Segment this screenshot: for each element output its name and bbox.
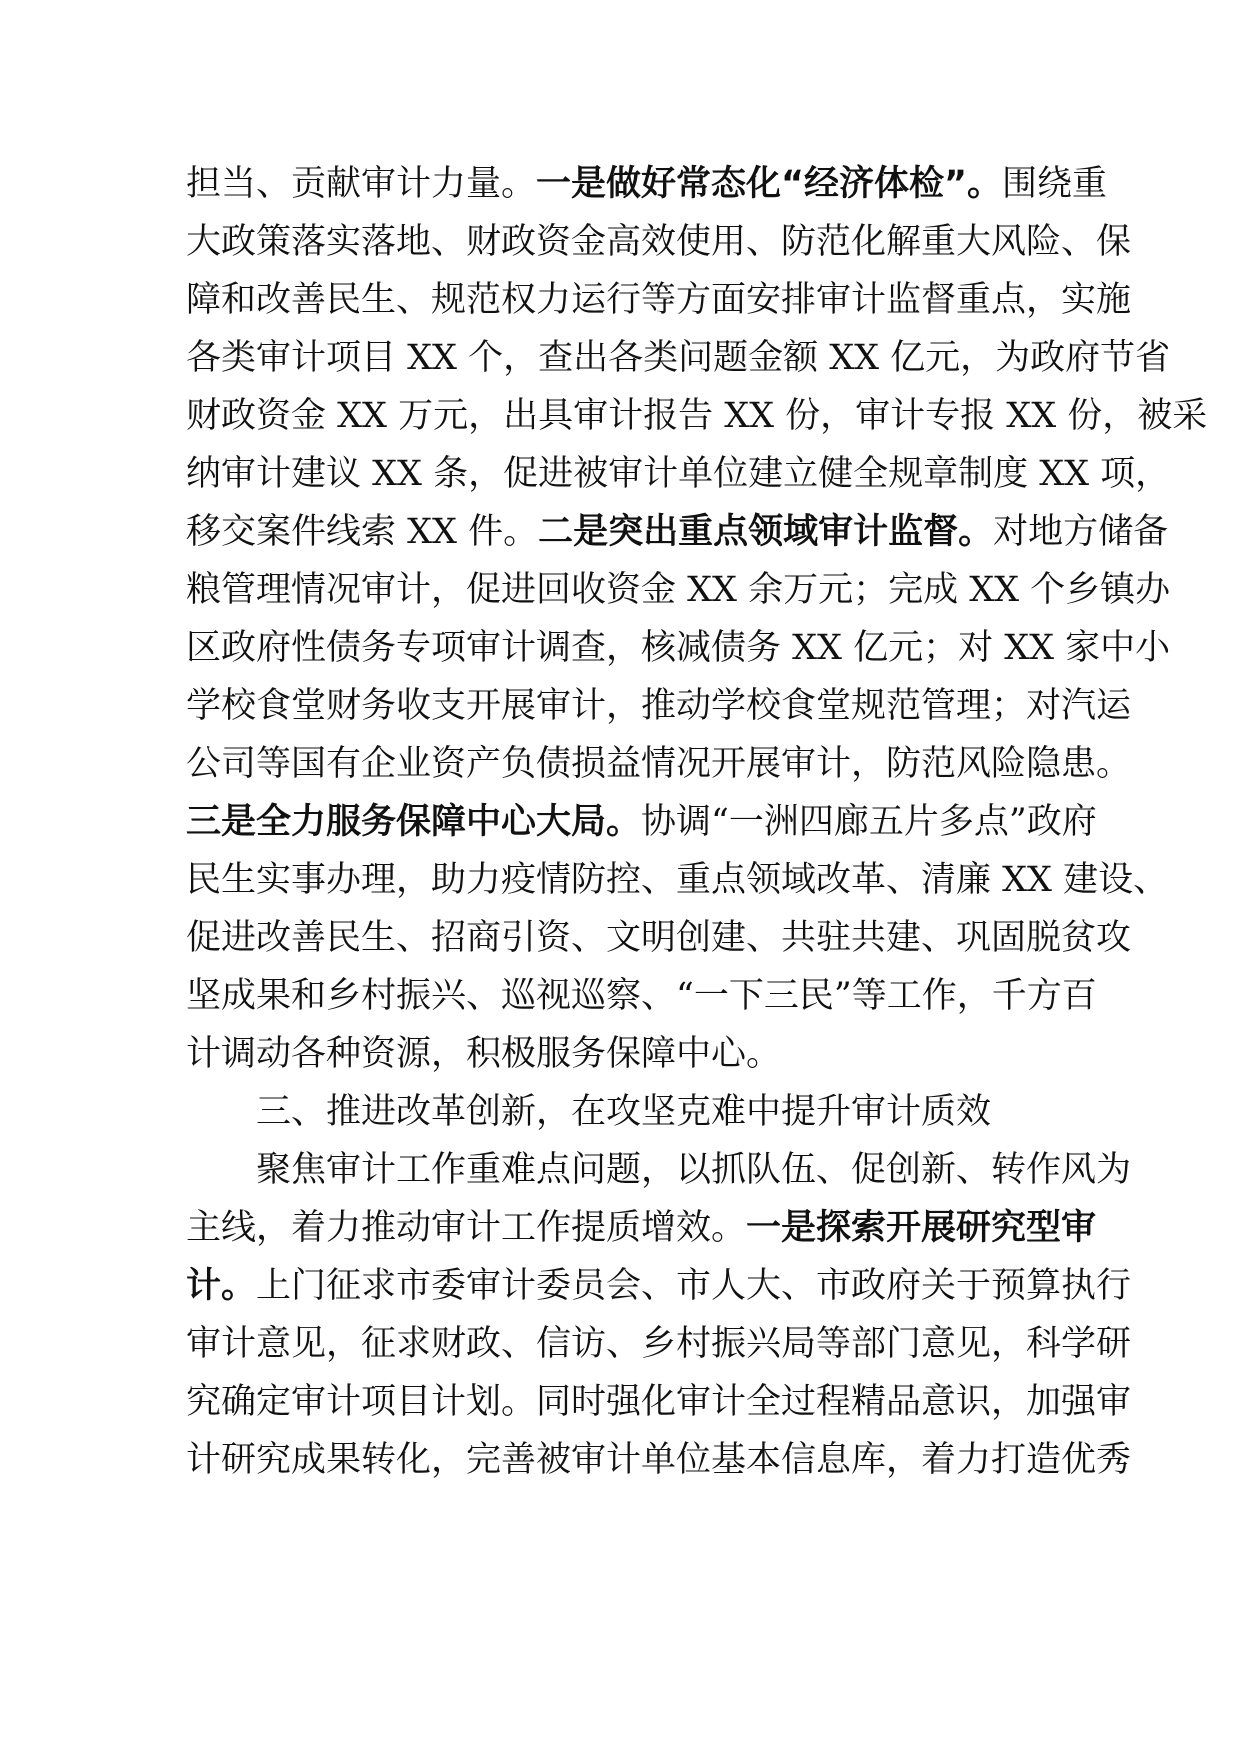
section-heading-text: 三、推进改革创新，在攻坚克难中提升审计质效: [256, 1092, 992, 1132]
text-run: 上门征求市委审计委员会、市人大、市政府关于预算执行: [256, 1266, 1132, 1306]
text-line: 障和改善民生、规范权力运行等方面安排审计监督重点，实施: [186, 280, 1132, 320]
text-line: 纳审计建议 XX 条，促进被审计单位建立健全规章制度 XX 项，: [186, 454, 1171, 494]
text-line: 民生实事办理，助力疫情防控、重点领域改革、清廉 XX 建设、: [186, 860, 1169, 900]
text-line: 大政策落实落地、财政资金高效使用、防范化解重大风险、保: [186, 222, 1132, 262]
bold-lead-phrase: 一是探索开展研究型审: [746, 1208, 1097, 1248]
bold-lead-phrase: 二是突出重点领域审计监督。: [538, 512, 994, 552]
text-line: [186, 793, 1097, 851]
text-line: 粮管理情况审计，促进回收资金 XX 余万元；完成 XX 个乡镇办: [186, 570, 1171, 610]
bold-lead-phrase: 三是全力服务保障中心大局。: [186, 802, 642, 842]
text-line: 聚焦审计工作重难点问题，以抓队伍、促创新、转作风为: [256, 1150, 1132, 1190]
text-line: 究确定审计项目计划。同时强化审计全过程精品意识，加强审: [186, 1382, 1132, 1422]
text-line: 各类审计项目 XX 个，查出各类问题金额 XX 亿元，为政府节省: [186, 338, 1171, 378]
text-run: 围绕重: [1002, 164, 1108, 204]
text-line: 财政资金 XX 万元，出具审计报告 XX 份，审计专报 XX 份，被采: [186, 396, 1208, 436]
text-line: [186, 503, 1169, 561]
text-run: 主线，着力推动审计工作提质增效。: [186, 1208, 747, 1248]
text-line: 计研究成果转化，完善被审计单位基本信息库，着力打造优秀: [186, 1440, 1132, 1480]
text-line: 计调动各种资源，积极服务保障中心。: [186, 1034, 782, 1074]
text-line: 坚成果和乡村振兴、巡视巡察、“一下三民”等工作，千方百: [186, 976, 1097, 1016]
text-run: 对地方储备: [993, 512, 1169, 552]
text-run: 移交案件线索 XX 件。: [186, 512, 539, 552]
text-line: 审计意见，征求财政、信访、乡村振兴局等部门意见，科学研: [186, 1324, 1132, 1364]
text-line: 公司等国有企业资产负债损益情况开展审计，防范风险隐患。: [186, 744, 1132, 784]
text-line: 区政府性债务专项审计调查，核减债务 XX 亿元；对 XX 家中小: [186, 628, 1171, 668]
text-line: [186, 1257, 1132, 1315]
text-run: 协调“一洲四廊五片多点”政府: [641, 802, 1097, 842]
text-line: [186, 1199, 1097, 1257]
section-heading: [186, 1083, 1076, 1141]
text-run: 担当、贡献审计力量。: [186, 164, 537, 204]
text-line: [186, 155, 1108, 213]
text-line: 促进改善民生、招商引资、文明创建、共驻共建、巩固脱贫攻: [186, 918, 1132, 958]
text-line: 学校食堂财务收支开展审计，推动学校食堂规范管理；对汽运: [186, 686, 1132, 726]
bold-lead-phrase: 一是做好常态化“经济体检”。: [536, 164, 1003, 204]
bold-lead-phrase: 计。: [186, 1266, 257, 1306]
